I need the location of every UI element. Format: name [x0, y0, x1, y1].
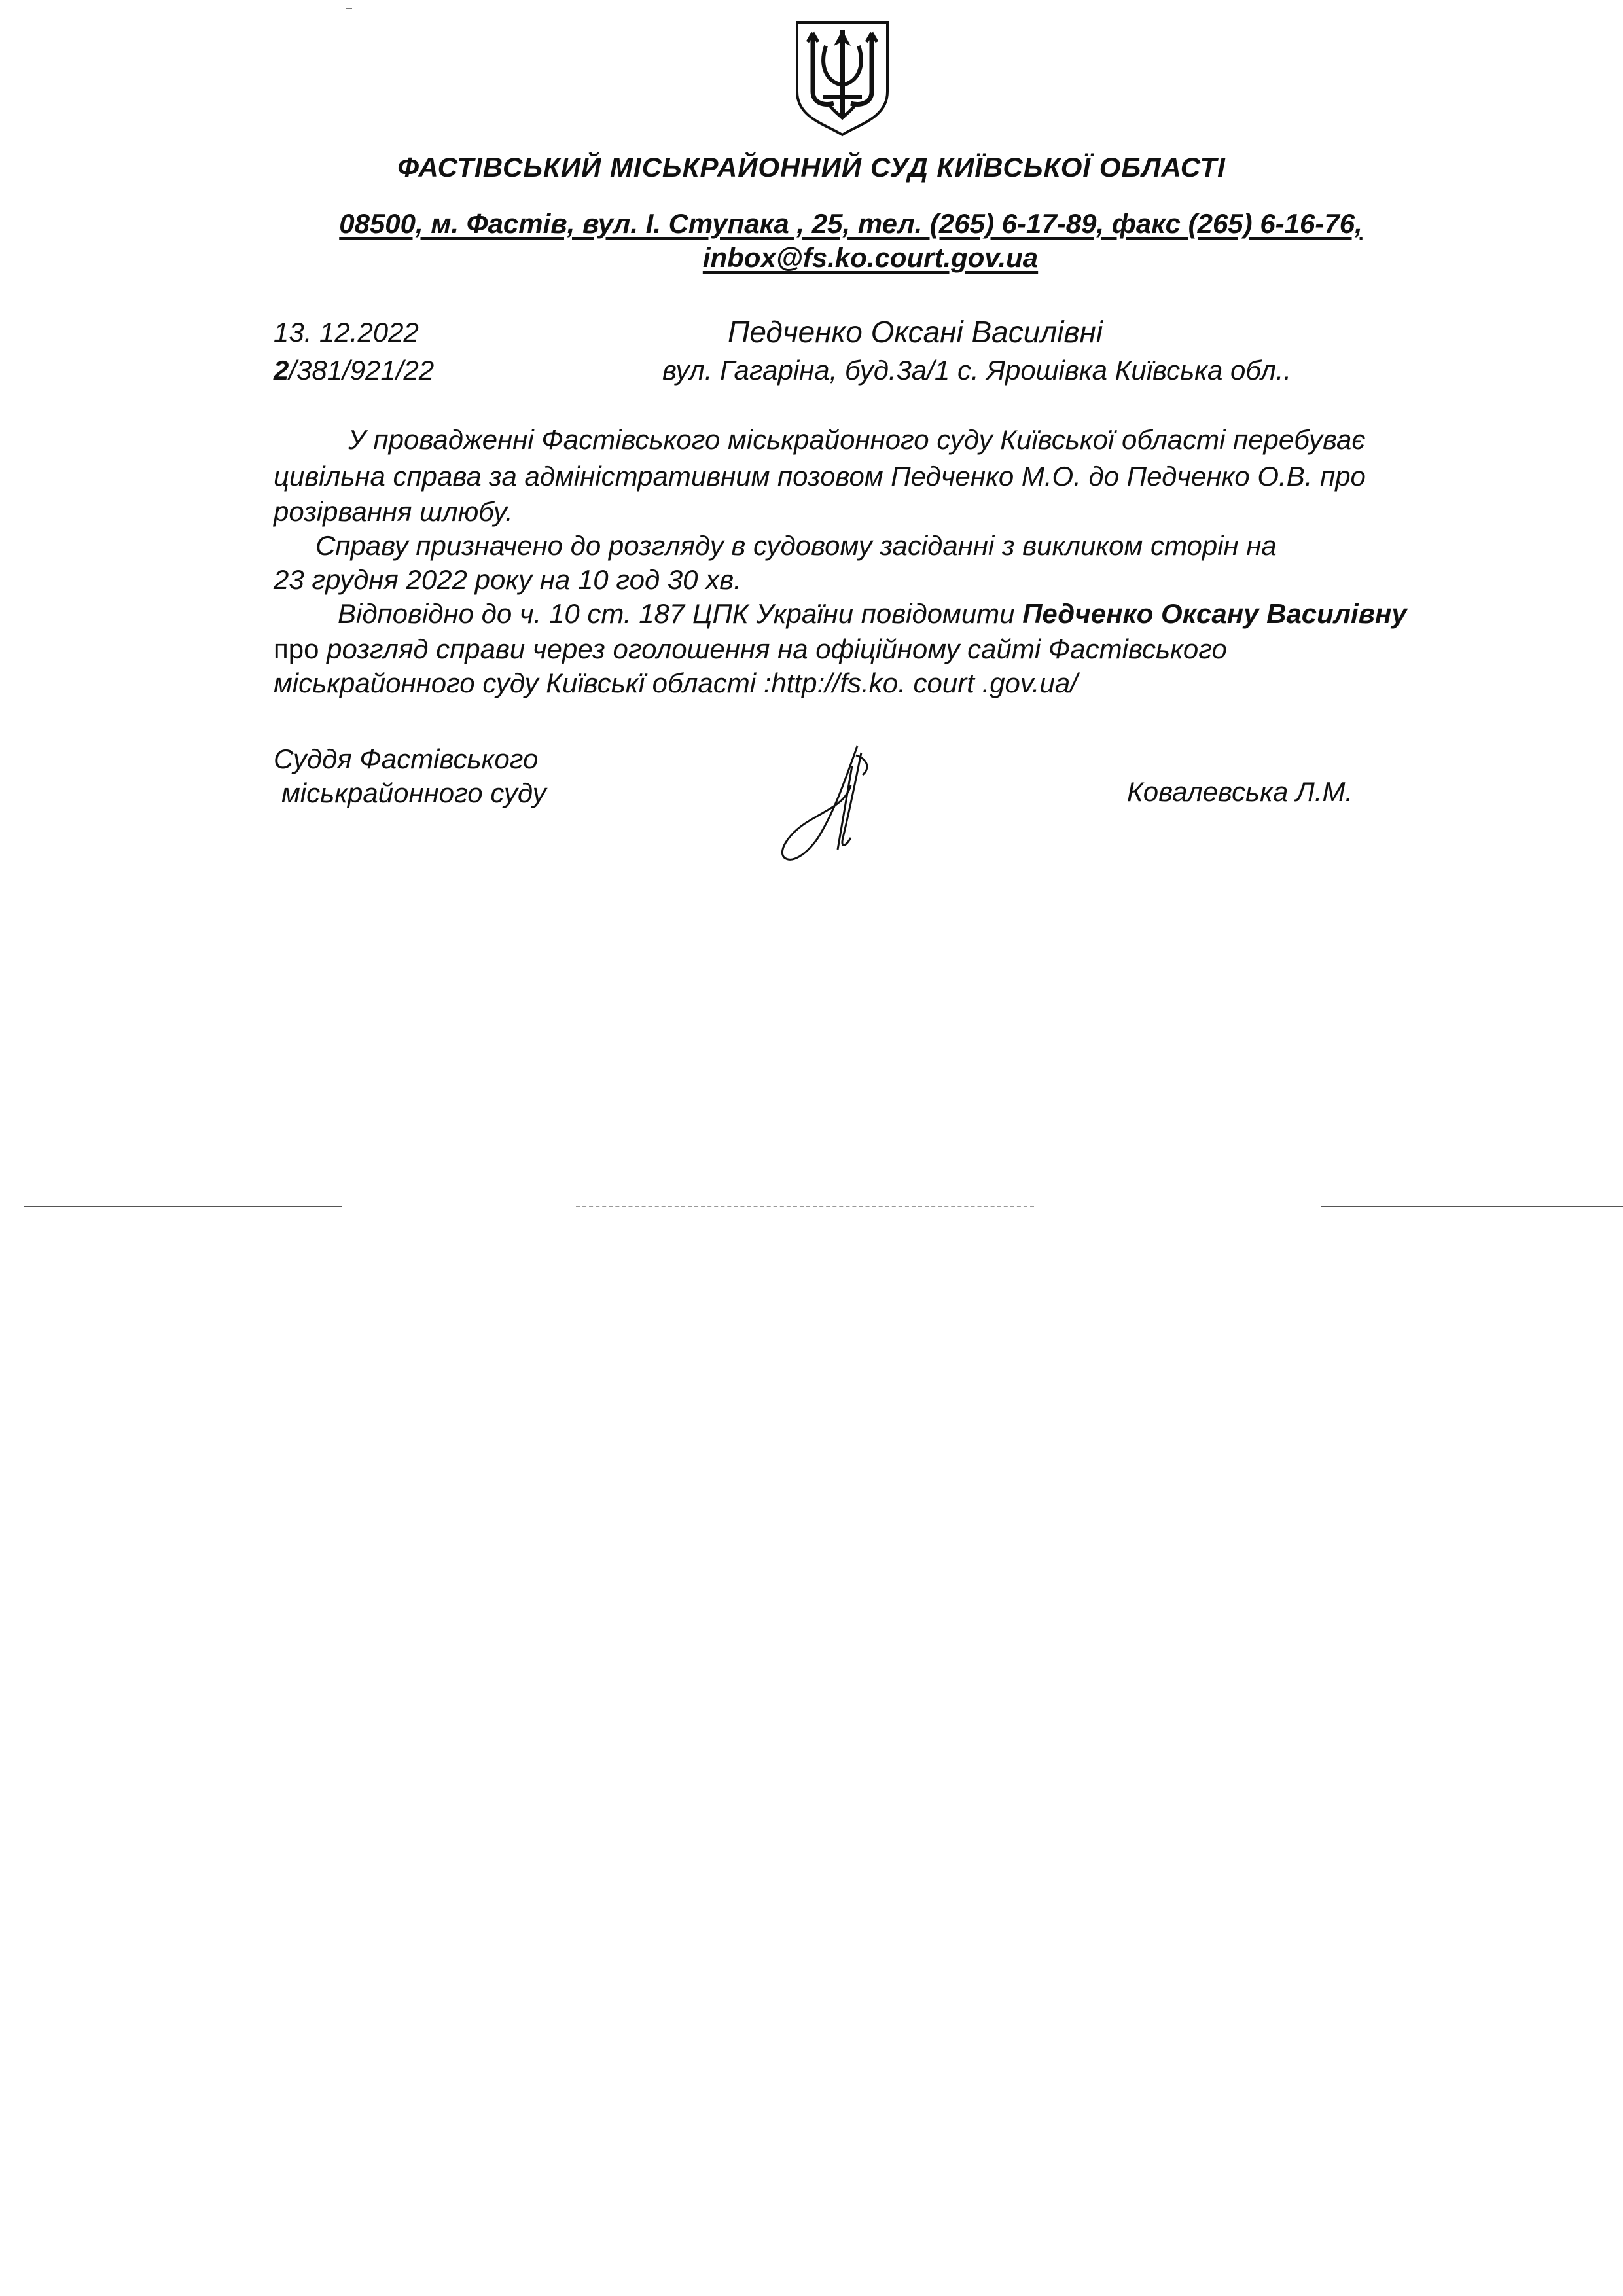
judge-title-line2: міськрайонного суду [281, 778, 546, 808]
recipient-address: вул. Гагаріна, буд.3а/1 с. Ярошівка Київська обл.. [662, 355, 1292, 386]
scan-line-right [1321, 1206, 1623, 1207]
recipient-name: Педченко Оксані Василівні [728, 315, 1103, 349]
judge-name: Ковалевська Л.М. [1127, 776, 1353, 807]
body-p3-line2-normal: про [274, 634, 319, 664]
handwritten-signature-icon [772, 740, 890, 870]
scan-line-middle [576, 1206, 1034, 1207]
body-p2-line1: Справу призначено до розгляду в судовому засіданні з викликом сторін на [315, 530, 1277, 561]
court-name: ФАСТІВСЬКИЙ МІСЬКРАЙОННИЙ СУД КИЇВСЬКОЇ ОБЛАСТІ [397, 152, 1226, 183]
body-p1-line1: У провадженні Фастівського міськрайонного суду Київської області перебуває [348, 424, 1366, 455]
body-p3-line3: міськрайонного суду Київськї області :http://fs.ko. court .gov.ua/ [274, 668, 1078, 698]
body-p3-line1-start: Відповідно до ч. 10 ст. 187 ЦПК України повідомити [338, 598, 1023, 629]
case-number [274, 355, 434, 386]
letter-date: 13. 12.2022 [274, 317, 419, 348]
coat-of-arms-icon [793, 20, 891, 137]
case-number-prefix: 2 [274, 355, 289, 386]
scan-mark [346, 8, 352, 9]
body-p3-line2 [274, 634, 1227, 665]
body-p1-line2: цивільна справа за адміністративним позовом Педченко М.О. до Педченко О.В. про [274, 461, 1366, 492]
body-p3-line2-rest: розгляд справи через оголошення на офіційному сайті Фастівського [319, 634, 1227, 664]
court-email: inbox@fs.ko.court.gov.ua [702, 242, 1039, 273]
judge-title-line1: Суддя Фастівського [274, 744, 539, 774]
body-p3-line1 [338, 598, 1407, 630]
addressee-name-bold: Педченко Оксану Василівну [1022, 598, 1407, 629]
case-number-rest: /381/921/22 [289, 355, 435, 386]
court-address: 08500, м. Фастів, вул. І. Ступака , 25, тел. (265) 6-17-89, факс (265) 6-16-76, [339, 208, 1363, 239]
body-p2-line2: 23 грудня 2022 року на 10 год 30 хв. [274, 564, 741, 595]
body-p1-line3: розірвання шлюбу. [274, 496, 513, 527]
scan-line-left [24, 1206, 342, 1207]
